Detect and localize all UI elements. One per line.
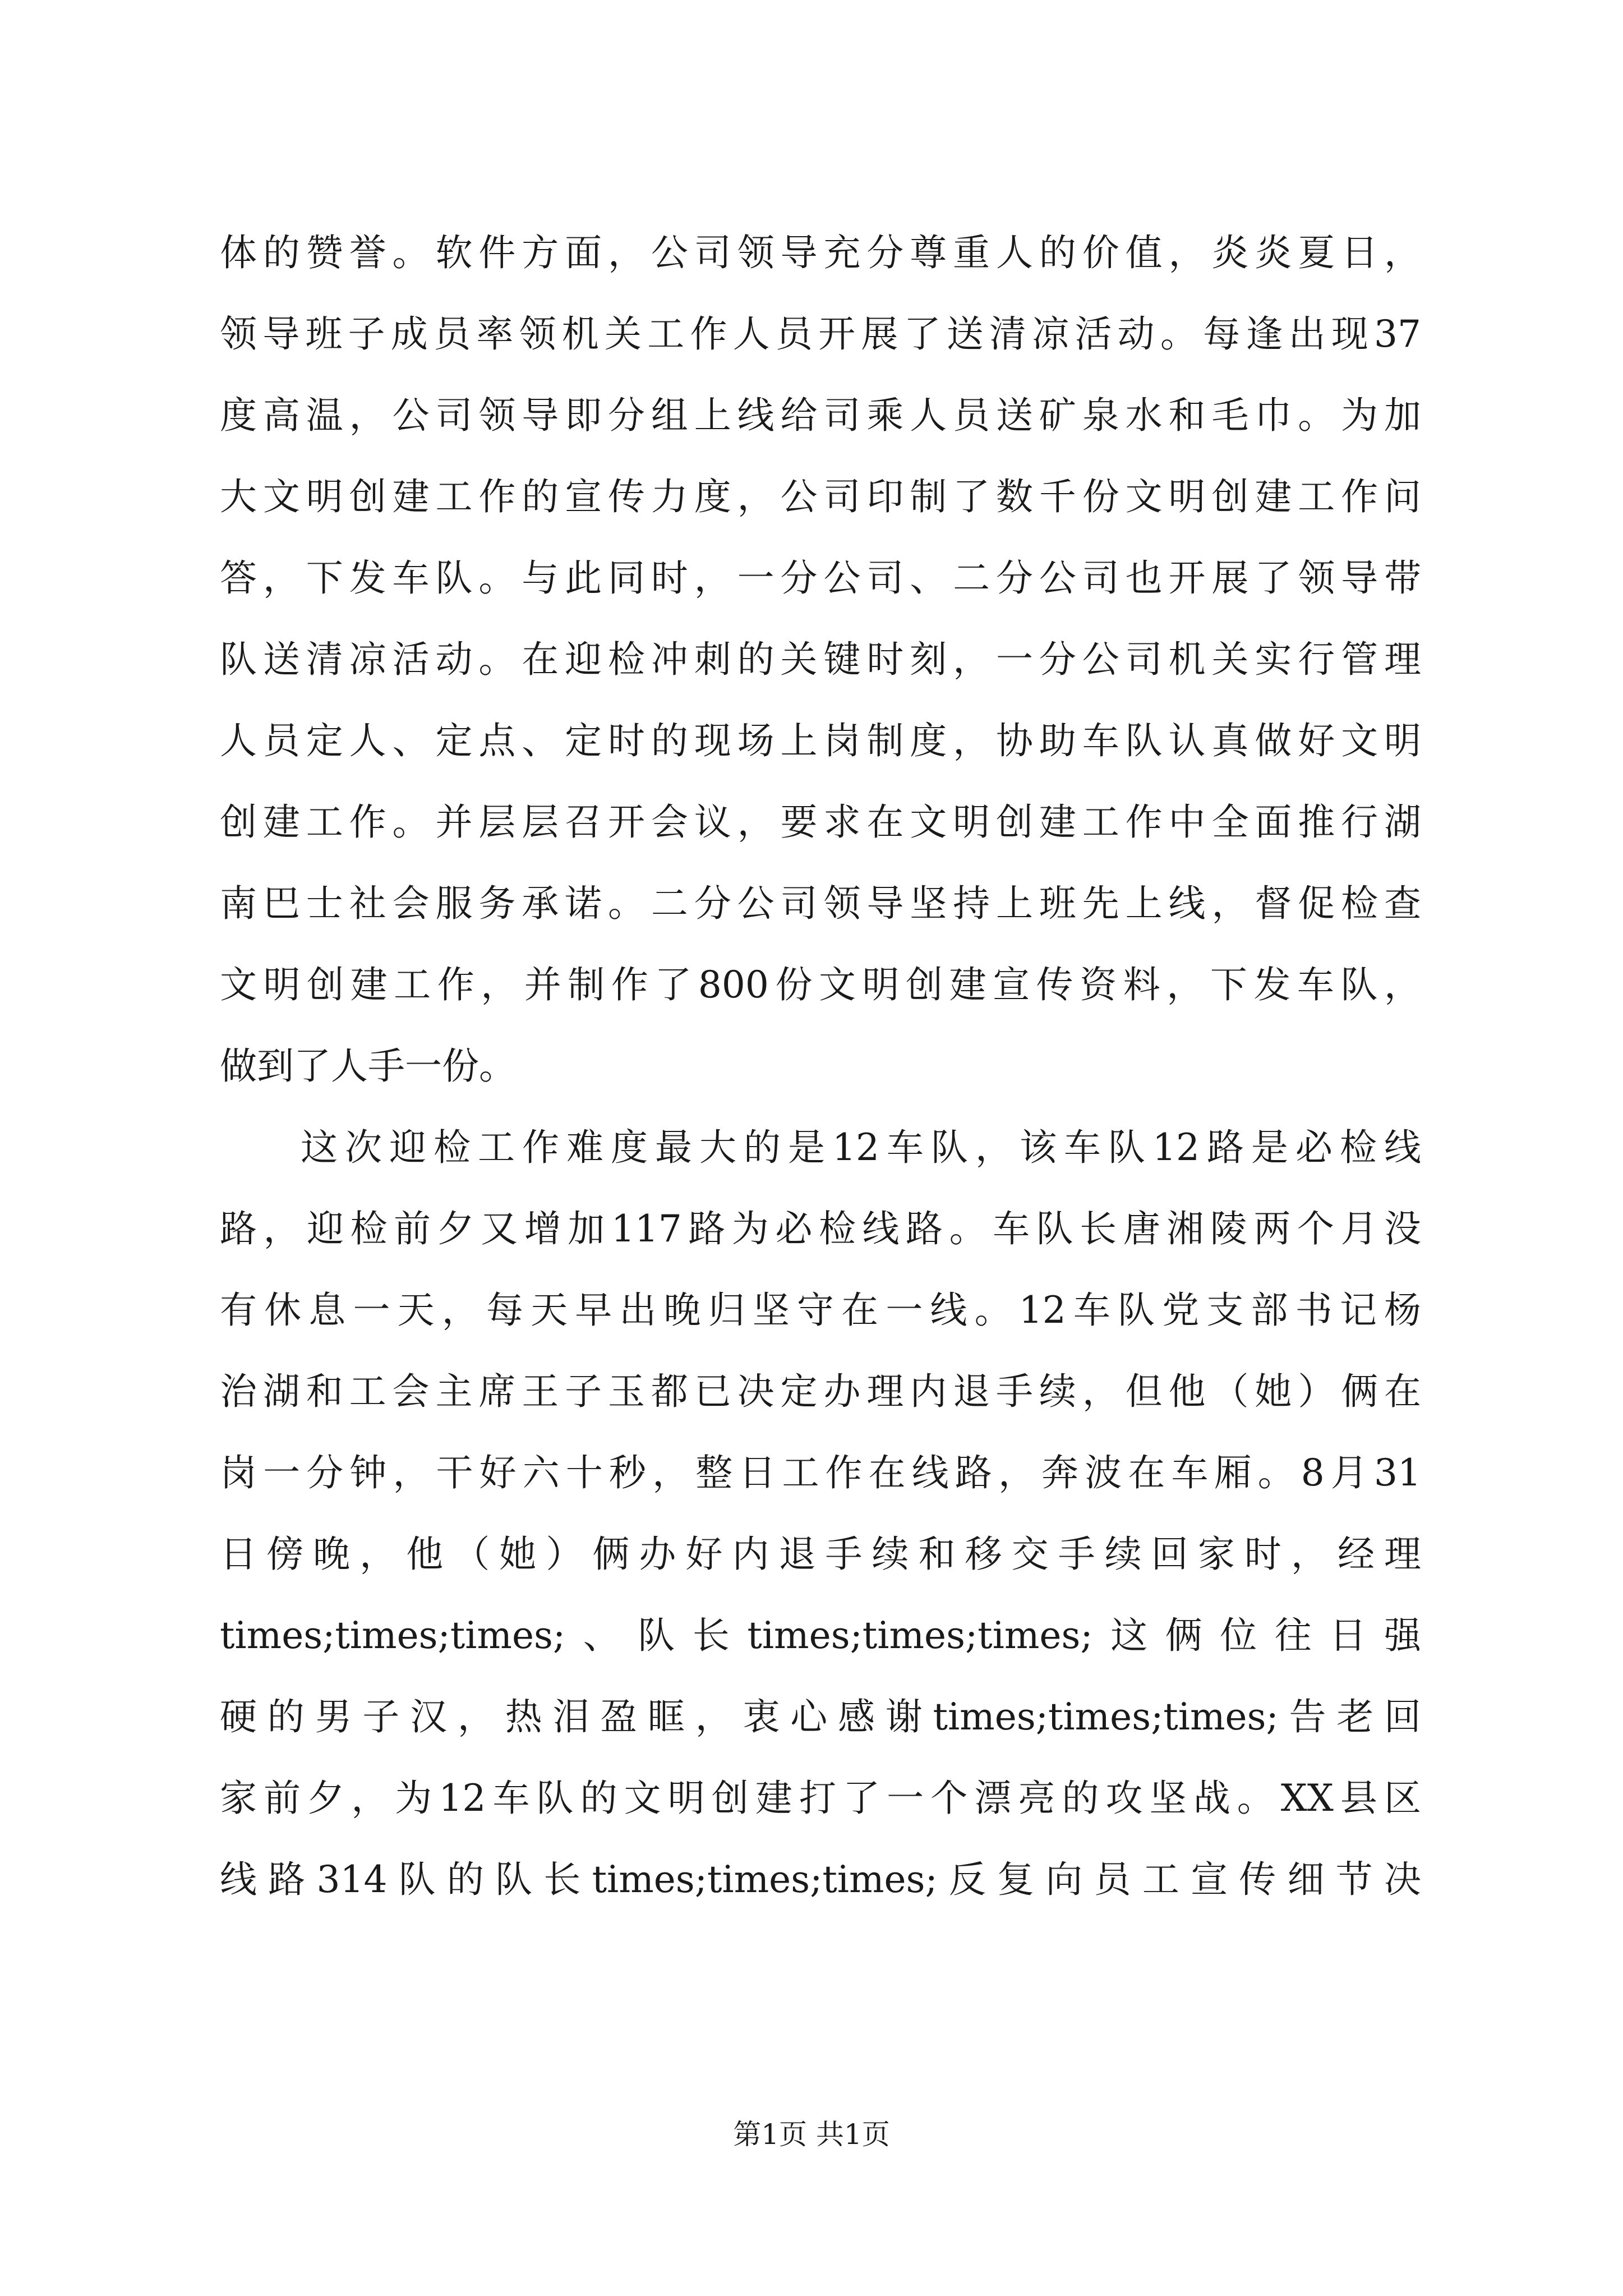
paragraph [220,1107,1421,1920]
text-line: 硬的男子汉，热泪盈眶，衷心感谢times;times;times;告老回 [220,1695,1421,1738]
text-line: 答，下发车队。与此同时，一分公司、二分公司也开展了领导带 [220,556,1421,600]
body-text [220,212,1421,1920]
text-line: 岗一分钟，干好六十秒，整日工作在线路，奔波在车厢。8月31 [220,1451,1421,1494]
text-line: 大文明创建工作的宣传力度，公司印制了数千份文明创建工作问 [220,475,1421,518]
paragraph [220,212,1421,1107]
text-line: 人员定人、定点、定时的现场上岗制度，协助车队认真做好文明 [220,719,1421,762]
text-line: 这次迎检工作难度最大的是12车队，该车队12路是必检线 [301,1126,1421,1169]
text-line: 家前夕，为12车队的文明创建打了一个漂亮的攻坚战。XX县区 [220,1777,1421,1820]
text-line: 体的赞誉。软件方面，公司领导充分尊重人的价值，炎炎夏日， [220,231,1421,274]
text-line: 度高温，公司领导即分组上线给司乘人员送矿泉水和毛巾。为加 [220,394,1421,437]
text-line: 有休息一天，每天早出晚归坚守在一线。12车队党支部书记杨 [220,1289,1421,1332]
text-line: 队送清凉活动。在迎检冲刺的关键时刻，一分公司机关实行管理 [220,638,1421,681]
text-line: 创建工作。并层层召开会议，要求在文明创建工作中全面推行湖 [220,800,1421,844]
text-line: times;times;times;、队长times;times;times;这俩位往日强 [220,1614,1421,1657]
text-line: 南巴士社会服务承诺。二分公司领导坚持上班先上线，督促检查 [220,882,1421,925]
text-line: 文明创建工作，并制作了800份文明创建宣传资料，下发车队， [220,963,1421,1006]
text-line: 领导班子成员率领机关工作人员开展了送清凉活动。每逢出现37 [220,312,1421,356]
text-line: 治湖和工会主席王子玉都已决定办理内退手续，但他（她）俩在 [220,1370,1421,1413]
text-line: 日傍晚，他（她）俩办好内退手续和移交手续回家时，经理 [220,1533,1421,1576]
text-line: 线路314队的队长times;times;times;反复向员工宣传细节决 [220,1858,1421,1901]
text-line: 做到了人手一份。 [220,1045,516,1088]
text-line: 路，迎检前夕又增加117路为必检线路。车队长唐湘陵两个月没 [220,1207,1421,1250]
page-footer: 第1页 共1页 [733,2118,890,2151]
